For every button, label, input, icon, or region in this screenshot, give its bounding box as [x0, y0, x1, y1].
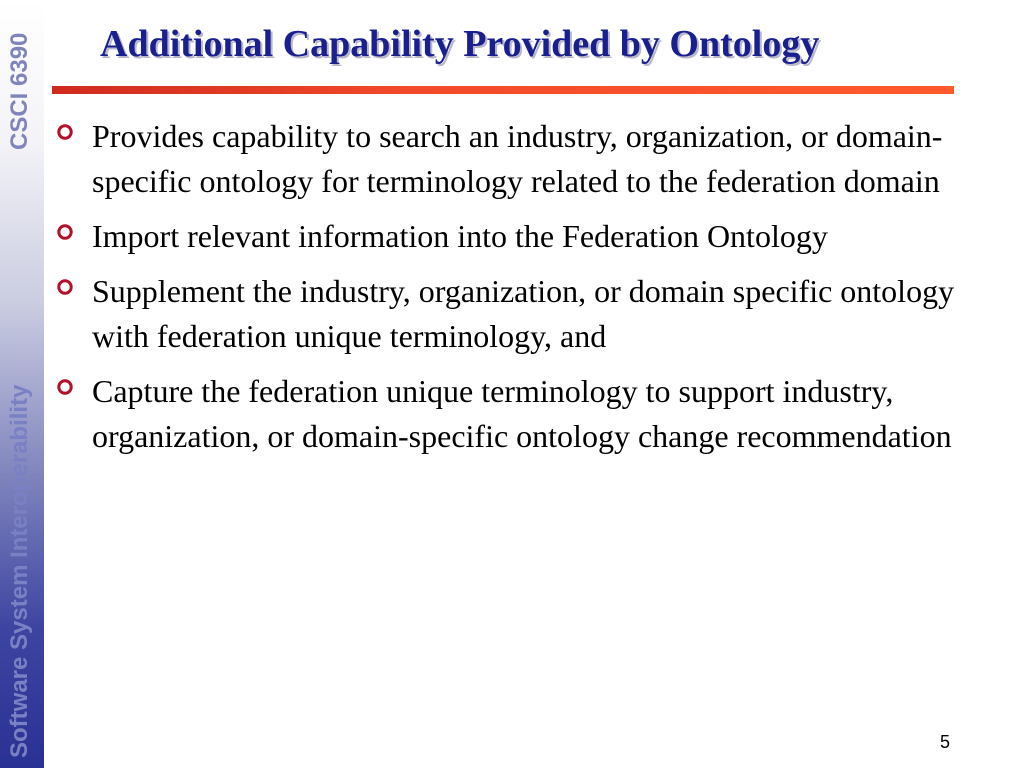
bullet-text: Provides capability to search an industry, organization, or domain-specific ontology for terminology related to the federation domain: [92, 118, 943, 199]
bullet-item: [52, 114, 962, 204]
course-code: CSCI 6390: [6, 32, 33, 150]
bullet-item: [52, 269, 962, 359]
slide-title: Additional Capability Provided by Ontology: [100, 23, 820, 65]
hollow-circle-bullet-icon: [56, 123, 74, 141]
hollow-circle-bullet-icon: [56, 378, 74, 396]
bullet-list: [52, 114, 962, 469]
bullet-item: [52, 214, 962, 259]
bullet-text: Supplement the industry, organization, or domain specific ontology with federation unique terminology, and: [92, 273, 955, 354]
title-divider: [52, 86, 954, 94]
bullet-text: Capture the federation unique terminology to support industry, organization, or domain-specific ontology change recommendation: [92, 373, 952, 454]
hollow-circle-bullet-icon: [56, 223, 74, 241]
bullet-item: [52, 369, 962, 459]
course-name: Software System Interoperability: [6, 384, 33, 758]
page-number: 5: [940, 732, 951, 752]
bullet-text: Import relevant information into the Federation Ontology: [92, 218, 828, 254]
hollow-circle-bullet-icon: [56, 278, 74, 296]
